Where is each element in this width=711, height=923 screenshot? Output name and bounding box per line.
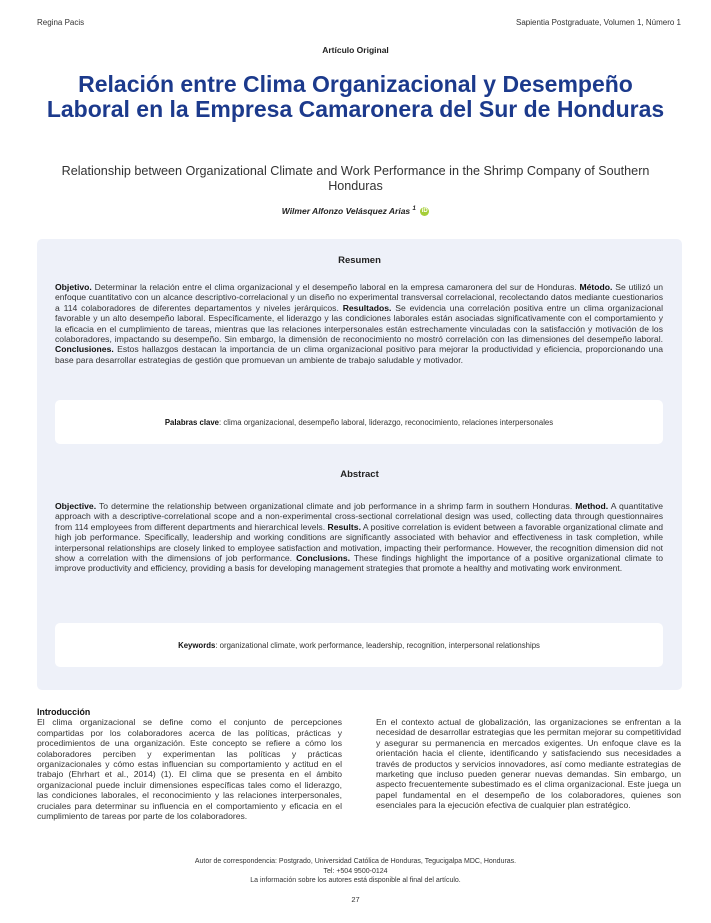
abstract-results-text: A positive correlation is evident between a favorable organizational climate and high job performance. Specifically, leadership and working conditions are significantly associated with behavior and effectiveness in task completion, while interpersonal relationships are closely linked to employee satisfaction and motivation, impacting their performance. However, the recognition dimension did not show a correlation with the dimensions of job performance. (55, 521, 663, 564)
resumen-metodo-label: Método. (579, 282, 613, 292)
resumen-metodo-text: Se utilizó un enfoque cuantitativo con un alcance descriptivo-correlacional y un diseño no experimental transversal correlacional, recolectando datos mediante cuestionarios a 114 colaboradores de diferentes departamentos y niveles jerárquicos. (55, 282, 663, 313)
abstract-panel (37, 239, 682, 690)
intro-column-right (376, 717, 681, 811)
article-type-label: Artículo Original (322, 45, 389, 55)
keywords-box (55, 623, 663, 667)
intro-paragraph-right: En el contexto actual de globalización, las organizaciones se enfrentan a la necesidad de desarrollar estrategias que les permitan mejorar su competitividad y asegurar su permanencia en mercados exigentes. Un enfoque clave es la orientación hacia el cliente, identificando y satisfaciendo sus necesidades a través de productos y servicios innovadores, así como mediante estrategias de marketing que incluso pueden generar nuevas demandas. Sin embargo, un aspecto frecuentemente subestimado es el clima organizacional. Este juega un papel fundamental en el desempeño de los colaboradores, quienes son esenciales para la ejecución efectiva de cualquier plan estratégico. (376, 717, 681, 811)
intro-paragraph-left: El clima organizacional se define como el conjunto de percepciones compartidas por los colaboradores acerca de las políticas, prácticas y procedimientos de una organización. Este concepto se refiere a cómo los colaboradores perciben y experimentan las políticas y prácticas organizacionales y cómo estas influencian su comportamiento y actitud en el trabajo (Ehrhart et al., 2014) (1). El clima que se presenta en el ámbito organizacional puede incluir dimensiones específicas tales como el liderazgo, las condiciones laborales, el reconocimiento y las relaciones interpersonales, cruciales para determinar su influencia en el comportamiento y eficacia en el cumplimiento de tareas por parte de los colaboradores. (37, 717, 342, 822)
footer-line-phone: Tel: +504 9500-0124 (323, 867, 388, 875)
intro-column-left (37, 707, 342, 821)
keywords-list: : organizational climate, work performance, leadership, recognition, interpersonal relationships (215, 640, 540, 650)
orcid-icon[interactable]: iD (421, 208, 428, 215)
running-header-volume: Sapientia Postgraduate, Volumen 1, Número 1 (516, 18, 681, 27)
author-affiliation-sup: 1 (412, 206, 416, 213)
author-name: Wilmer Alfonzo Velásquez Arias (281, 206, 411, 216)
footer-line-info: La información sobre los autores está disponible al final del artículo. (250, 877, 461, 884)
resumen-heading: Resumen (338, 255, 381, 266)
palabras-clave-box (55, 400, 663, 444)
resumen-conclusiones-label: Conclusiones. (55, 344, 114, 355)
resumen-objetivo-label: Objetivo. (55, 282, 92, 292)
abstract-method-text: A quantitative approach with a descriptive-correlational scope and a non-experimental cross-sectional correlational design was used, collecting data through questionnaires from 114 employees from different departments and hierarchical levels. (55, 501, 663, 532)
running-header-journal: Regina Pacis (37, 18, 85, 27)
palabras-clave-list: : clima organizacional, desempeño laboral, liderazgo, reconocimiento, relaciones interpersonales (219, 417, 554, 427)
resumen-objetivo-text: Determinar la relación entre el clima organizacional y el desempeño laboral en la empresa camaronera del sur de Honduras. (91, 282, 580, 292)
palabras-clave-label: Palabras clave (164, 417, 220, 427)
abstract-conclusions-label: Conclusions. (296, 553, 351, 564)
abstract-results-label: Results. (327, 521, 361, 532)
keywords-label: Keywords (178, 640, 216, 650)
abstract-objective-label: Objective. (55, 501, 97, 511)
footer-line-affiliation: Autor de correspondencia: Postgrado, Universidad Católica de Honduras, Tegucigalpa MDC, Honduras. (194, 858, 517, 865)
resumen-resultados-label: Resultados. (342, 302, 392, 313)
author-line (0, 206, 711, 216)
abstract-objective-text: To determine the relationship between organizational climate and job performance in a shrimp farm in southern Honduras. (96, 501, 576, 511)
intro-heading: Introducción (37, 707, 91, 717)
resumen-conclusiones-text: Estos hallazgos destacan la importancia de un clima organizacional positivo para mejorar la productividad y eficiencia, proporcionando una base para desarrollar estrategias de gestión que promuevan un ambiente de trabajo saludable y motivador. (55, 344, 663, 365)
resumen-body (55, 282, 663, 365)
article-title: Relación entre Clima Organizacional y Desempeño Laboral en la Empresa Camaronera del Sur de Honduras (46, 71, 665, 122)
abstract-conclusions-text: These findings highlight the importance of a positive organizational climate to improve productivity and efficiency, providing a basis for developing management strategies that promote a healthy and motivating work environment. (55, 553, 663, 574)
abstract-body (55, 501, 663, 574)
abstract-heading: Abstract (340, 469, 379, 480)
page-number: 27 (351, 895, 360, 904)
correspondence-footer (0, 857, 711, 886)
article-subtitle-english: Relationship between Organizational Climate and Work Performance in the Shrimp Company of Southern Honduras (61, 164, 650, 193)
abstract-method-label: Method. (575, 501, 609, 511)
resumen-resultados-text: Se evidencia una correlación positiva entre un clima organizacional favorable y un alto desempeño laboral. Específicamente, el liderazgo y las condiciones laborales están asociadas significativamente con el comportamiento y la eficacia en el cumplimiento de tareas, mientras que las relaciones interpersonales están estrechamente vinculadas con la satisfacción y motivación de los colaboradores, impactando su desempeño. Sin embargo, la dimensión de reconocimiento no mostró correlación con las dimensiones del desempeño laboral. (55, 302, 663, 345)
